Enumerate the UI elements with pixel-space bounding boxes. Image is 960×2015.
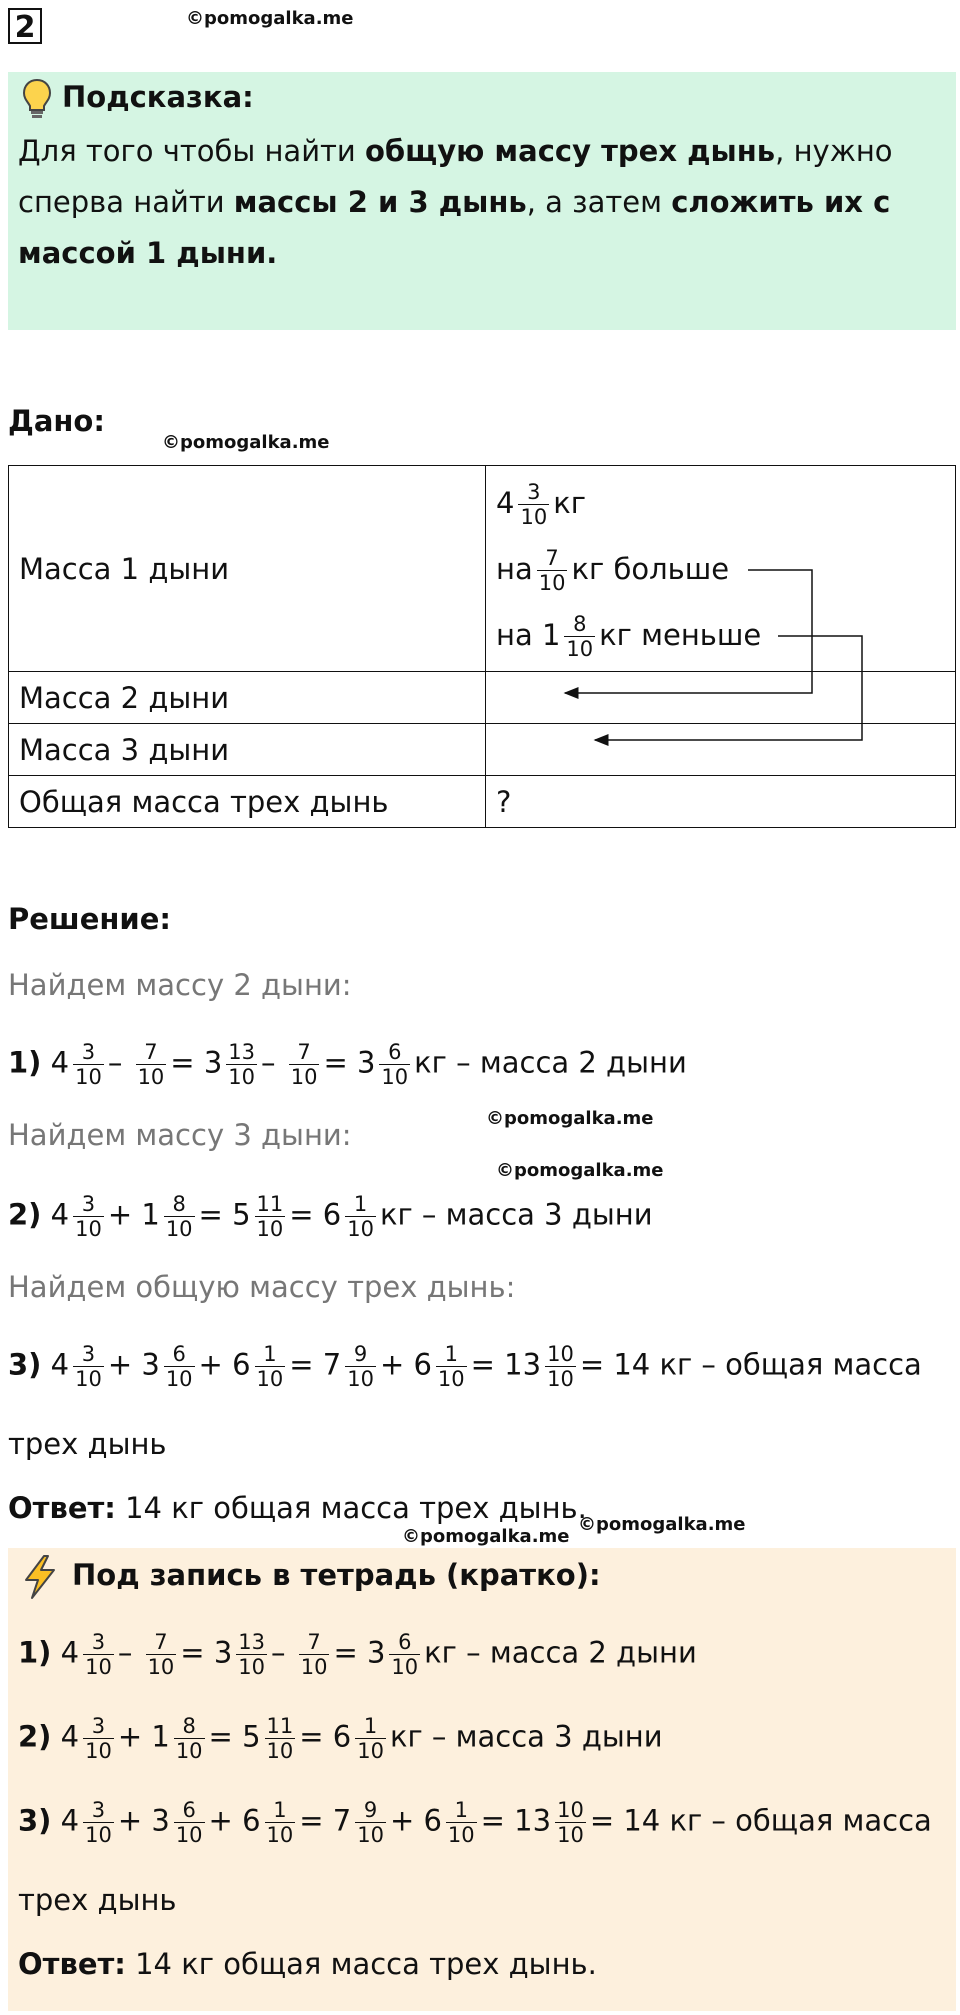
step3-caption: Найдем общую массу трех дынь: [8,1270,516,1304]
hint-text: Для того чтобы найти общую массу трех дынь, нужно сперва найти массы 2 и 3 дынь, а затем сложить их с массой 1 дыни. [18,134,893,270]
hint-title: Подсказка: [62,80,254,114]
arrow-more [565,570,812,693]
watermark: ©pomogalka.me [186,8,354,29]
watermark: ©pomogalka.me [486,1108,654,1129]
notebook-title: Под запись в тетрадь (кратко): [72,1558,601,1592]
step3-equation: 3) 4 $\frac{3}{10}$ + 3 $\frac{6}{10}$ + 6 $\frac{1}{10}$ = 7 $\frac{9}{10}$ + 6 $\frac{1}{10}$ = 13 $\frac{10}{10}$ = 14 кг – общая масса [8,1342,922,1391]
watermark: ©pomogalka.me [402,1526,570,1547]
given-arrows [0,0,960,760]
notebook-answer: Ответ: 14 кг общая масса трех дынь. [18,1947,597,1981]
step1-caption: Найдем массу 2 дыни: [8,968,352,1002]
notebook-step1: 1) 4 $\frac{3}{10}$ – $\frac{7}{10}$ = 3 $\frac{13}{10}$ – $\frac{7}{10}$ = 3 $\frac{6}{10}$ кг – масса 2 дыни [18,1630,697,1679]
step1-equation: 1) 4 $\frac{3}{10}$ – $\frac{7}{10}$ = 3 $\frac{13}{10}$ – $\frac{7}{10}$ = 3 $\frac{6}{10}$ кг – масса 2 дыни [8,1040,687,1089]
watermark: ©pomogalka.me [162,432,330,453]
step2-caption: Найдем массу 3 дыни: [8,1118,352,1152]
solution-title: Решение: [8,902,172,936]
notebook-step3: 3) 4 $\frac{3}{10}$ + 3 $\frac{6}{10}$ + 6 $\frac{1}{10}$ = 7 $\frac{9}{10}$ + 6 $\frac{1}{10}$ = 13 $\frac{10}{10}$ = 14 кг – общая масса [18,1798,932,1847]
notebook-step2: 2) 4 $\frac{3}{10}$ + 1 $\frac{8}{10}$ = 5 $\frac{11}{10}$ = 6 $\frac{1}{10}$ кг – масса 3 дыни [18,1714,663,1763]
given-row1-value: 4 $\frac{3}{10}$ кг на $\frac{7}{10}$ кг больше на 1 $\frac{8}{10}$ кг меньше [486,466,956,672]
step3-continuation: трех дынь [8,1427,167,1461]
lightning-icon [20,1554,60,1600]
watermark: ©pomogalka.me [496,1160,664,1181]
step2-equation: 2) 4 $\frac{3}{10}$ + 1 $\frac{8}{10}$ = 5 $\frac{11}{10}$ = 6 $\frac{1}{10}$ кг – масса 3 дыни [8,1192,653,1241]
arrow-less [595,636,862,740]
given-row1-label: Масса 1 дыни [9,466,486,672]
watermark: ©pomogalka.me [578,1514,746,1535]
answer: Ответ: 14 кг общая масса трех дынь. [8,1491,587,1525]
notebook-box [8,1548,956,2011]
notebook-step3-continuation: трех дынь [18,1883,177,1917]
given-title: Дано: [8,404,105,438]
given-row3-label: Масса 3 дыни [9,724,486,776]
given-row4-label: Общая масса трех дынь [9,776,486,828]
given-row2-label: Масса 2 дыни [9,672,486,724]
given-row4-value: ? [486,776,956,828]
task-number: 2 [8,8,42,44]
